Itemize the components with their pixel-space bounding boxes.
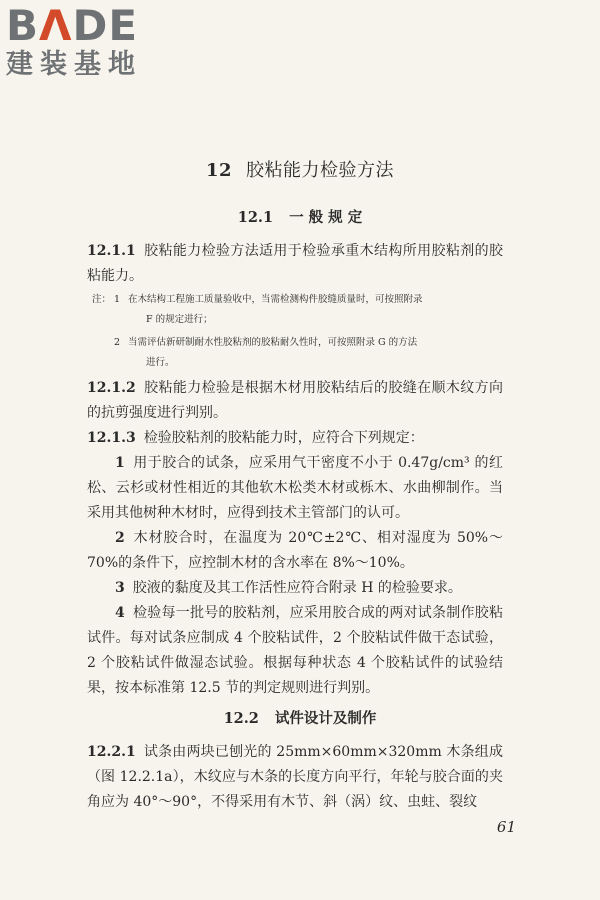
list-item: 2 木材胶合时，在温度为 20℃±2℃、相对湿度为 50%～70%的条件下，应控制木材的含水率在 8%～10%。: [87, 530, 503, 571]
list-item: 1 用于胶合的试条，应采用气干密度不小于 0.47g/cm³ 的红松、云杉或材性相近的其他软木松类木材或栎木、水曲柳制作。当采用其他树种木材时，应得到技术主管部门的认可。: [87, 455, 503, 521]
clause-12-1-1: 12.1.1 胶粘能力检验方法适用于检验承重木结构所用胶粘剂的胶粘能力。: [87, 243, 503, 284]
list-item: 3 胶液的黏度及其工作活性应符合附录 H 的检验要求。: [115, 580, 462, 596]
chapter-title: [0, 158, 600, 184]
section-heading: 12.1 一 般 规 定: [237, 209, 363, 226]
logo-subtitle: 建装基地: [6, 49, 142, 80]
logo: [6, 2, 176, 82]
section-heading: 12.2 试件设计及制作: [223, 710, 377, 727]
clause-12-1-3: 12.1.3 检验胶粘剂的胶粘能力时，应符合下列规定：: [87, 430, 424, 446]
logo-mark: BΛDE: [6, 1, 139, 50]
note-1: 注： 1 在木结构工程施工质量验收中，当需检测构件胶缝质量时，可按照附录 F 的规定进行；: [92, 294, 423, 325]
page-number: 61: [496, 818, 516, 836]
list-item: 4 检验每一批号的胶粘剂，应采用胶合成的两对试条制作胶粘试件。每对试条应制成 4 个胶粘试件，2 个胶粘试件做干态试验，2 个胶粘试件做湿态试验。根据每种状态 4 个胶粘试件的试验结果，按本标准第 12.5 节的判定规则进行判别。: [87, 605, 503, 696]
clause-12-2-1: 12.2.1 试条由两块已刨光的 25mm×60mm×320mm 木条组成（图 12.2.1a），木纹应与木条的长度方向平行，年轮与胶合面的夹角应为 40°～90°，不得采用有木节、斜（涡）纹、虫蛀、裂纹: [87, 744, 503, 810]
chapter-name: 胶粘能力检验方法: [246, 160, 395, 181]
note-2: 2 当需评估新研制耐水性胶粘剂的胶粘耐久性时，可按照附录 G 的方法 进行。: [114, 337, 418, 368]
clause-12-1-2: 12.1.2 胶粘能力检验是根据木材用胶粘结后的胶缝在顺木纹方向的抗剪强度进行判别。: [87, 380, 503, 421]
chapter-number: 12: [205, 160, 233, 181]
